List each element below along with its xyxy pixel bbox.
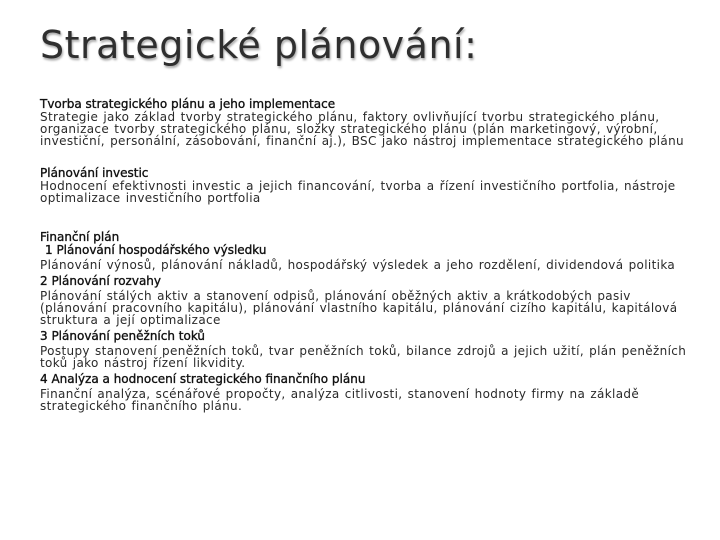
subsection-profit-planning [40, 244, 690, 271]
section-text: Strategie jako základ tvorby strategického plánu, faktory ovlivňující tvorbu strategického plánu, organizace tvorby strategického plánu, složky strategického plánu (plán marketingový, výrobní, investiční, personální, zásobování, finanční aj.), BSC jako nástroj implementace strategického plánu [40, 110, 685, 148]
subsection-text: Finanční analýza, scénářové propočty, analýza citlivosti, stanovení hodnoty firmy na základě strategického finančního plánu. [40, 387, 640, 413]
section-heading: Finanční plán [40, 230, 120, 244]
subsection-financial-plan-analysis [40, 373, 690, 412]
subsection-cash-flow-planning [40, 330, 690, 369]
section-heading: Plánování investic [40, 166, 149, 180]
section-heading: Tvorba strategického plánu a jeho implementace [40, 97, 336, 111]
section-financial-plan [40, 231, 690, 412]
slide-content [40, 98, 690, 412]
subsection-heading: 2 Plánování rozvahy [40, 274, 162, 288]
section-strategic-plan [40, 98, 690, 147]
slide-title: Strategické plánování: [40, 23, 478, 67]
subsection-heading: 1 Plánování hospodářského výsledku [45, 243, 267, 257]
subsection-balance-sheet-planning [40, 275, 690, 326]
section-investment-planning [40, 167, 690, 204]
subsection-text: Postupy stanovení peněžních toků, tvar peněžních toků, bilance zdrojů a jejich užití, plán peněžních toků jako nástroj řízení likvidity. [40, 344, 687, 370]
subsection-text: Plánování stálých aktiv a stanovení odpisů, plánování oběžných aktiv a krátkodobých pasiv (plánování pracovního kapitálu), plánování vlastního kapitálu, plánování cizího kapitálu, kapitálová struktura a její optimalizace [40, 289, 678, 327]
subsection-heading: 3 Plánování peněžních toků [40, 329, 206, 343]
subsection-heading: 4 Analýza a hodnocení strategického finančního plánu [40, 372, 366, 386]
section-text: Hodnocení efektivnosti investic a jejich financování, tvorba a řízení investičního portfolia, nástroje optimalizace investičního portfolia [40, 179, 676, 205]
subsection-text: Plánování výnosů, plánování nákladů, hospodářský výsledek a jeho rozdělení, dividendová politika [40, 258, 676, 272]
